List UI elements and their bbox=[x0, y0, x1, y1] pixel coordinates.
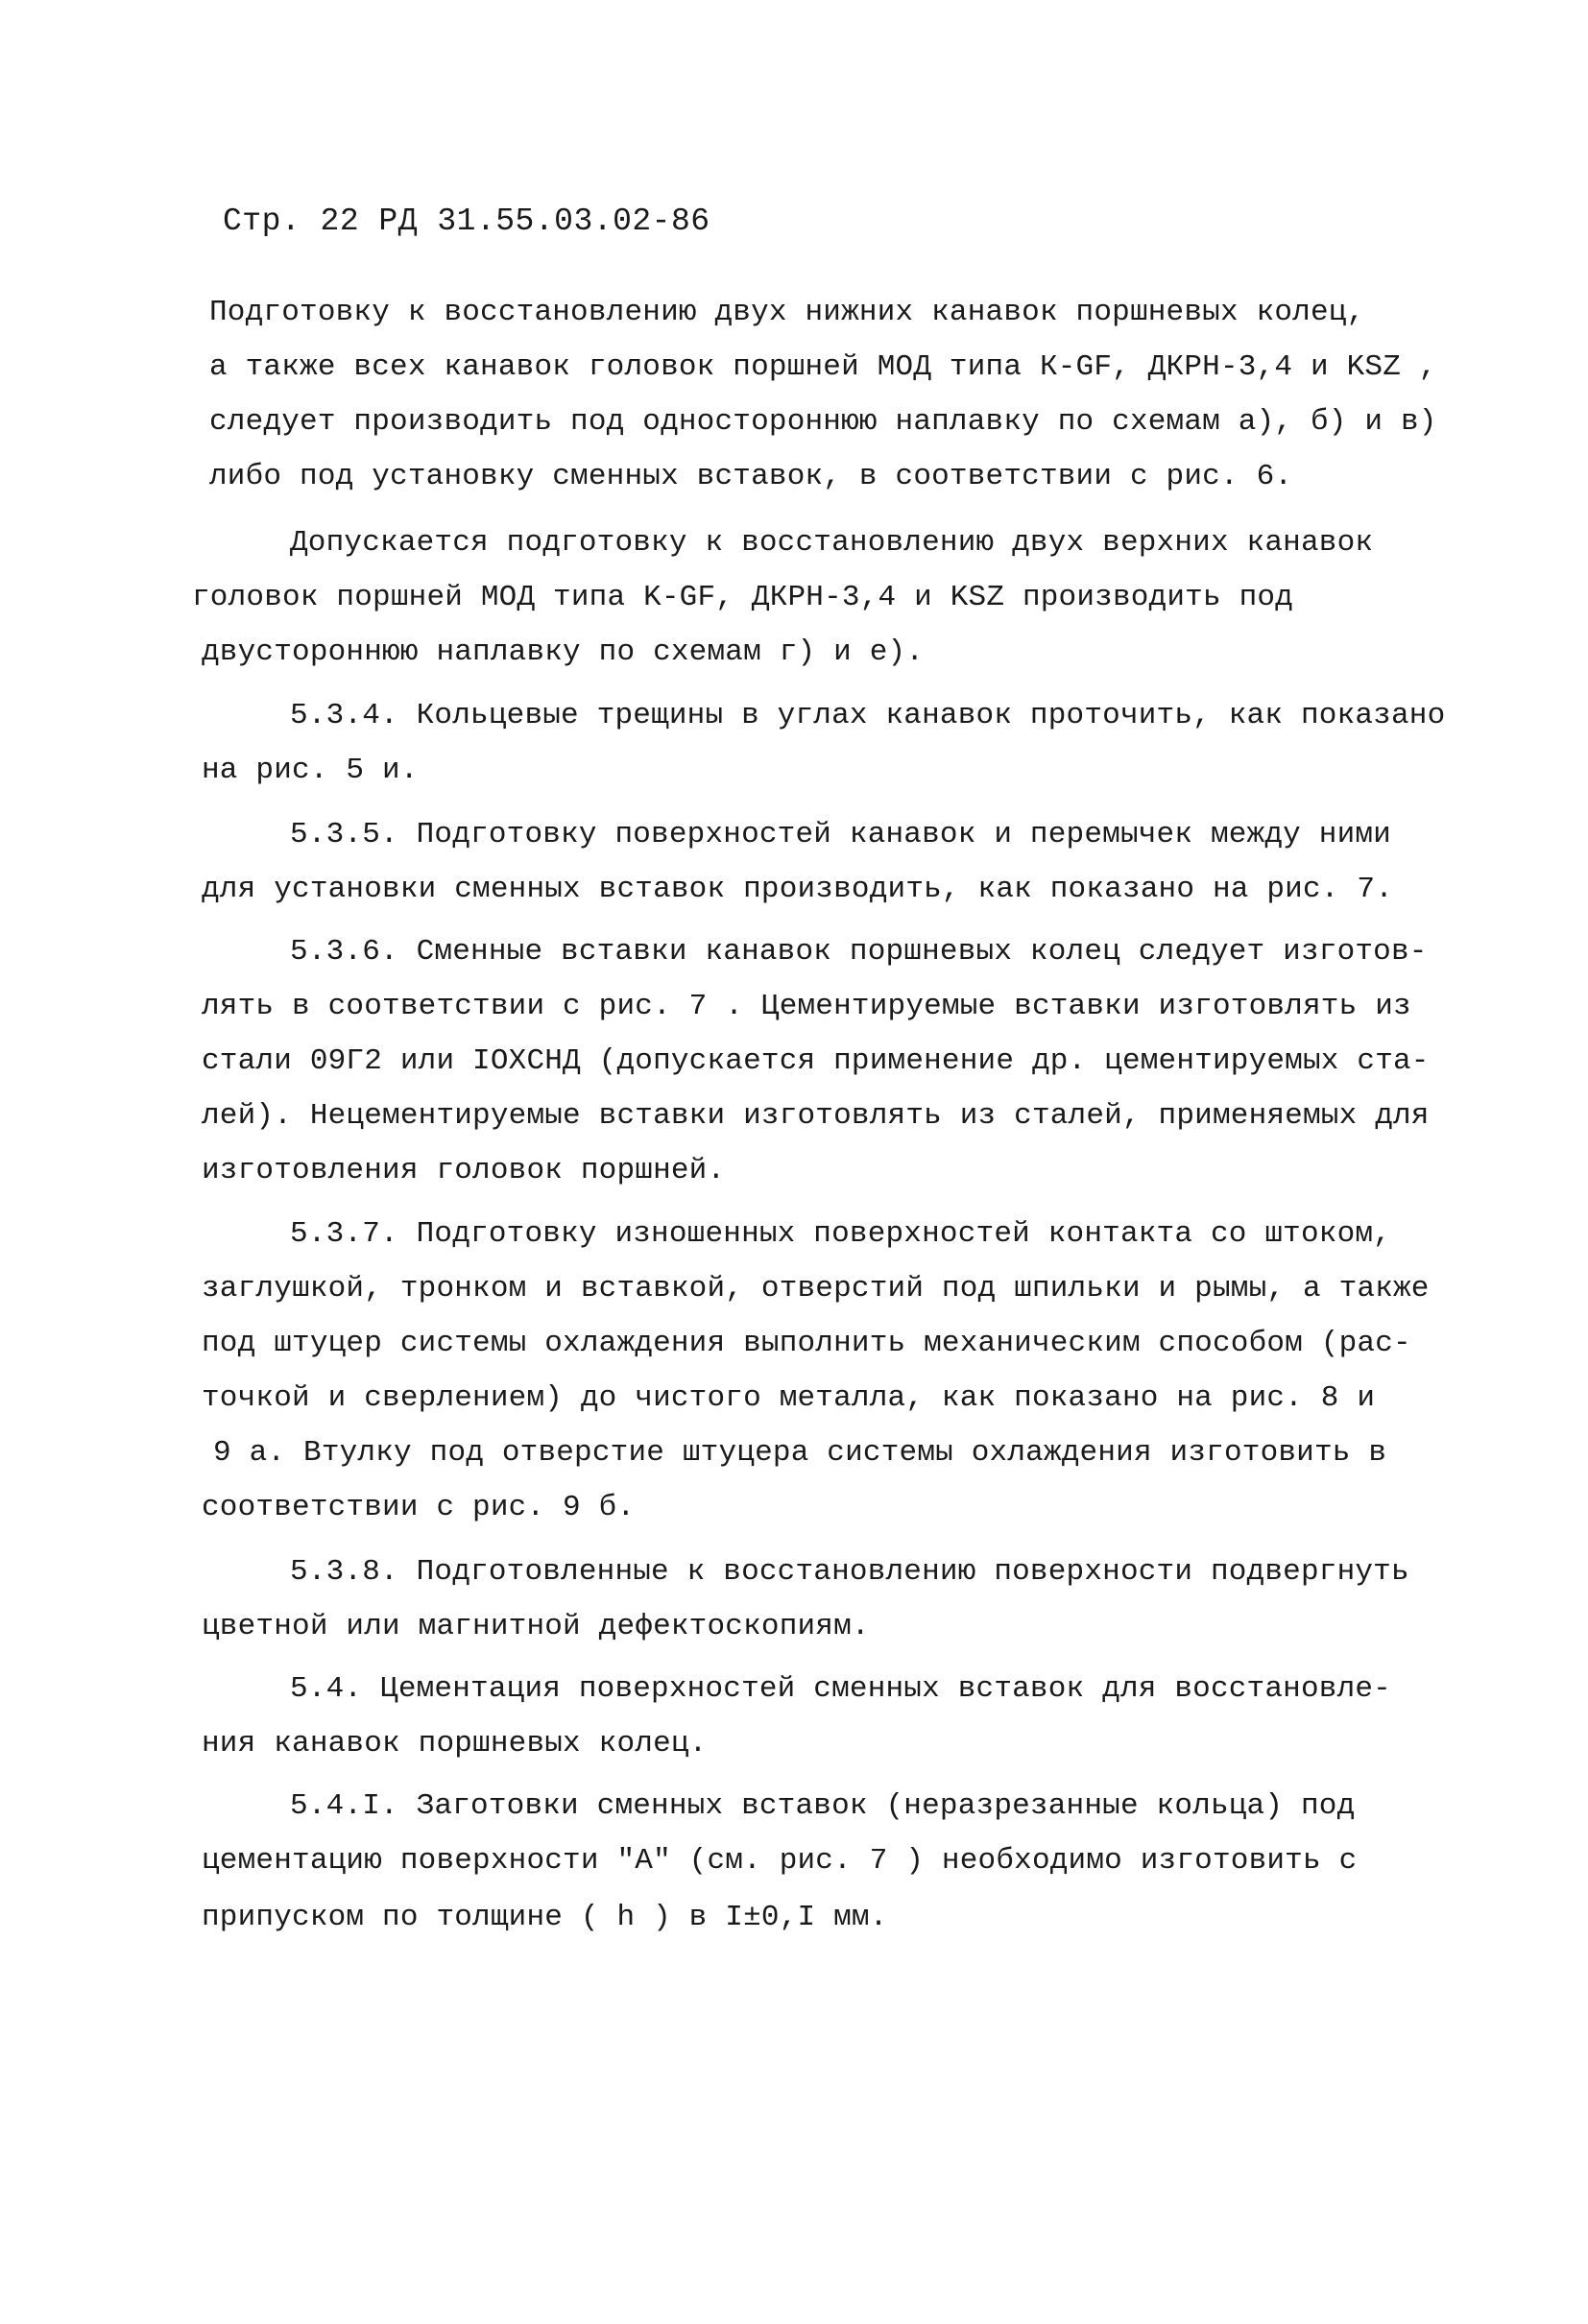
text-line: лять в соответствии с рис. 7 . Цементируемые вставки изготовлять из bbox=[202, 990, 1411, 1023]
text-line: 5.4.I. Заготовки сменных вставок (неразрезанные кольца) под bbox=[290, 1789, 1356, 1823]
text-line: следует производить под одностороннюю наплавку по схемам а), б) и в) bbox=[209, 405, 1437, 439]
text-line: 5.3.6. Сменные вставки канавок поршневых колец следует изготов- bbox=[290, 935, 1428, 969]
text-line: соответствии с рис. 9 б. bbox=[202, 1491, 636, 1524]
text-line: головок поршней МОД типа K-GF, ДКРН-3,4 и KSZ производить под bbox=[192, 581, 1293, 614]
text-line: заглушкой, тронком и вставкой, отверстий под шпильки и рымы, а также bbox=[202, 1272, 1430, 1306]
text-line: на рис. 5 и. bbox=[202, 754, 419, 787]
text-line: 5.3.8. Подготовленные к восстановлению поверхности подвергнуть bbox=[290, 1555, 1409, 1589]
page-header: Стр. 22 РД 31.55.03.02-86 bbox=[223, 204, 710, 239]
text-line: стали 09Г2 или IOXCHД (допускается применение др. цементируемых ста- bbox=[202, 1044, 1430, 1078]
text-line: для установки сменных вставок производить, как показано на рис. 7. bbox=[202, 873, 1393, 906]
text-line: 5.3.4. Кольцевые трещины в углах канавок проточить, как показано bbox=[290, 699, 1446, 732]
text-line: Подготовку к восстановлению двух нижних канавок поршневых колец, bbox=[209, 296, 1365, 329]
text-line: цветной или магнитной дефектоскопиям. bbox=[202, 1610, 870, 1643]
text-line: двустороннюю наплавку по схемам г) и е). bbox=[202, 635, 925, 669]
text-line: 5.4. Цементация поверхностей сменных вставок для восстановле- bbox=[290, 1672, 1391, 1706]
text-line: лей). Нецементируемые вставки изготовлять из сталей, применяемых для bbox=[202, 1099, 1430, 1133]
text-line: либо под установку сменных вставок, в соответствии с рис. 6. bbox=[209, 460, 1293, 493]
text-line: ния канавок поршневых колец. bbox=[202, 1727, 708, 1761]
text-line: припуском по толщине ( h ) в I±0,I мм. bbox=[202, 1901, 888, 1934]
text-line: точкой и сверлением) до чистого металла, как показано на рис. 8 и bbox=[202, 1381, 1376, 1415]
text-line: цементацию поверхности "А" (см. рис. 7 ) необходимо изготовить с bbox=[202, 1844, 1358, 1878]
text-line: Допускается подготовку к восстановлению двух верхних канавок bbox=[290, 526, 1374, 560]
text-line: а также всех канавок головок поршней МОД типа К-GF, ДКРН-3,4 и KSZ , bbox=[209, 350, 1437, 384]
text-line: 9 а. Втулку под отверстие штуцера системы охлаждения изготовить в bbox=[213, 1436, 1387, 1470]
text-line: под штуцер системы охлаждения выполнить механическим способом (рас- bbox=[202, 1327, 1411, 1360]
text-line: изготовления головок поршней. bbox=[202, 1154, 726, 1187]
text-line: 5.3.7. Подготовку изношенных поверхностей контакта со штоком, bbox=[290, 1217, 1391, 1251]
text-line: 5.3.5. Подготовку поверхностей канавок и перемычек между ними bbox=[290, 818, 1391, 851]
